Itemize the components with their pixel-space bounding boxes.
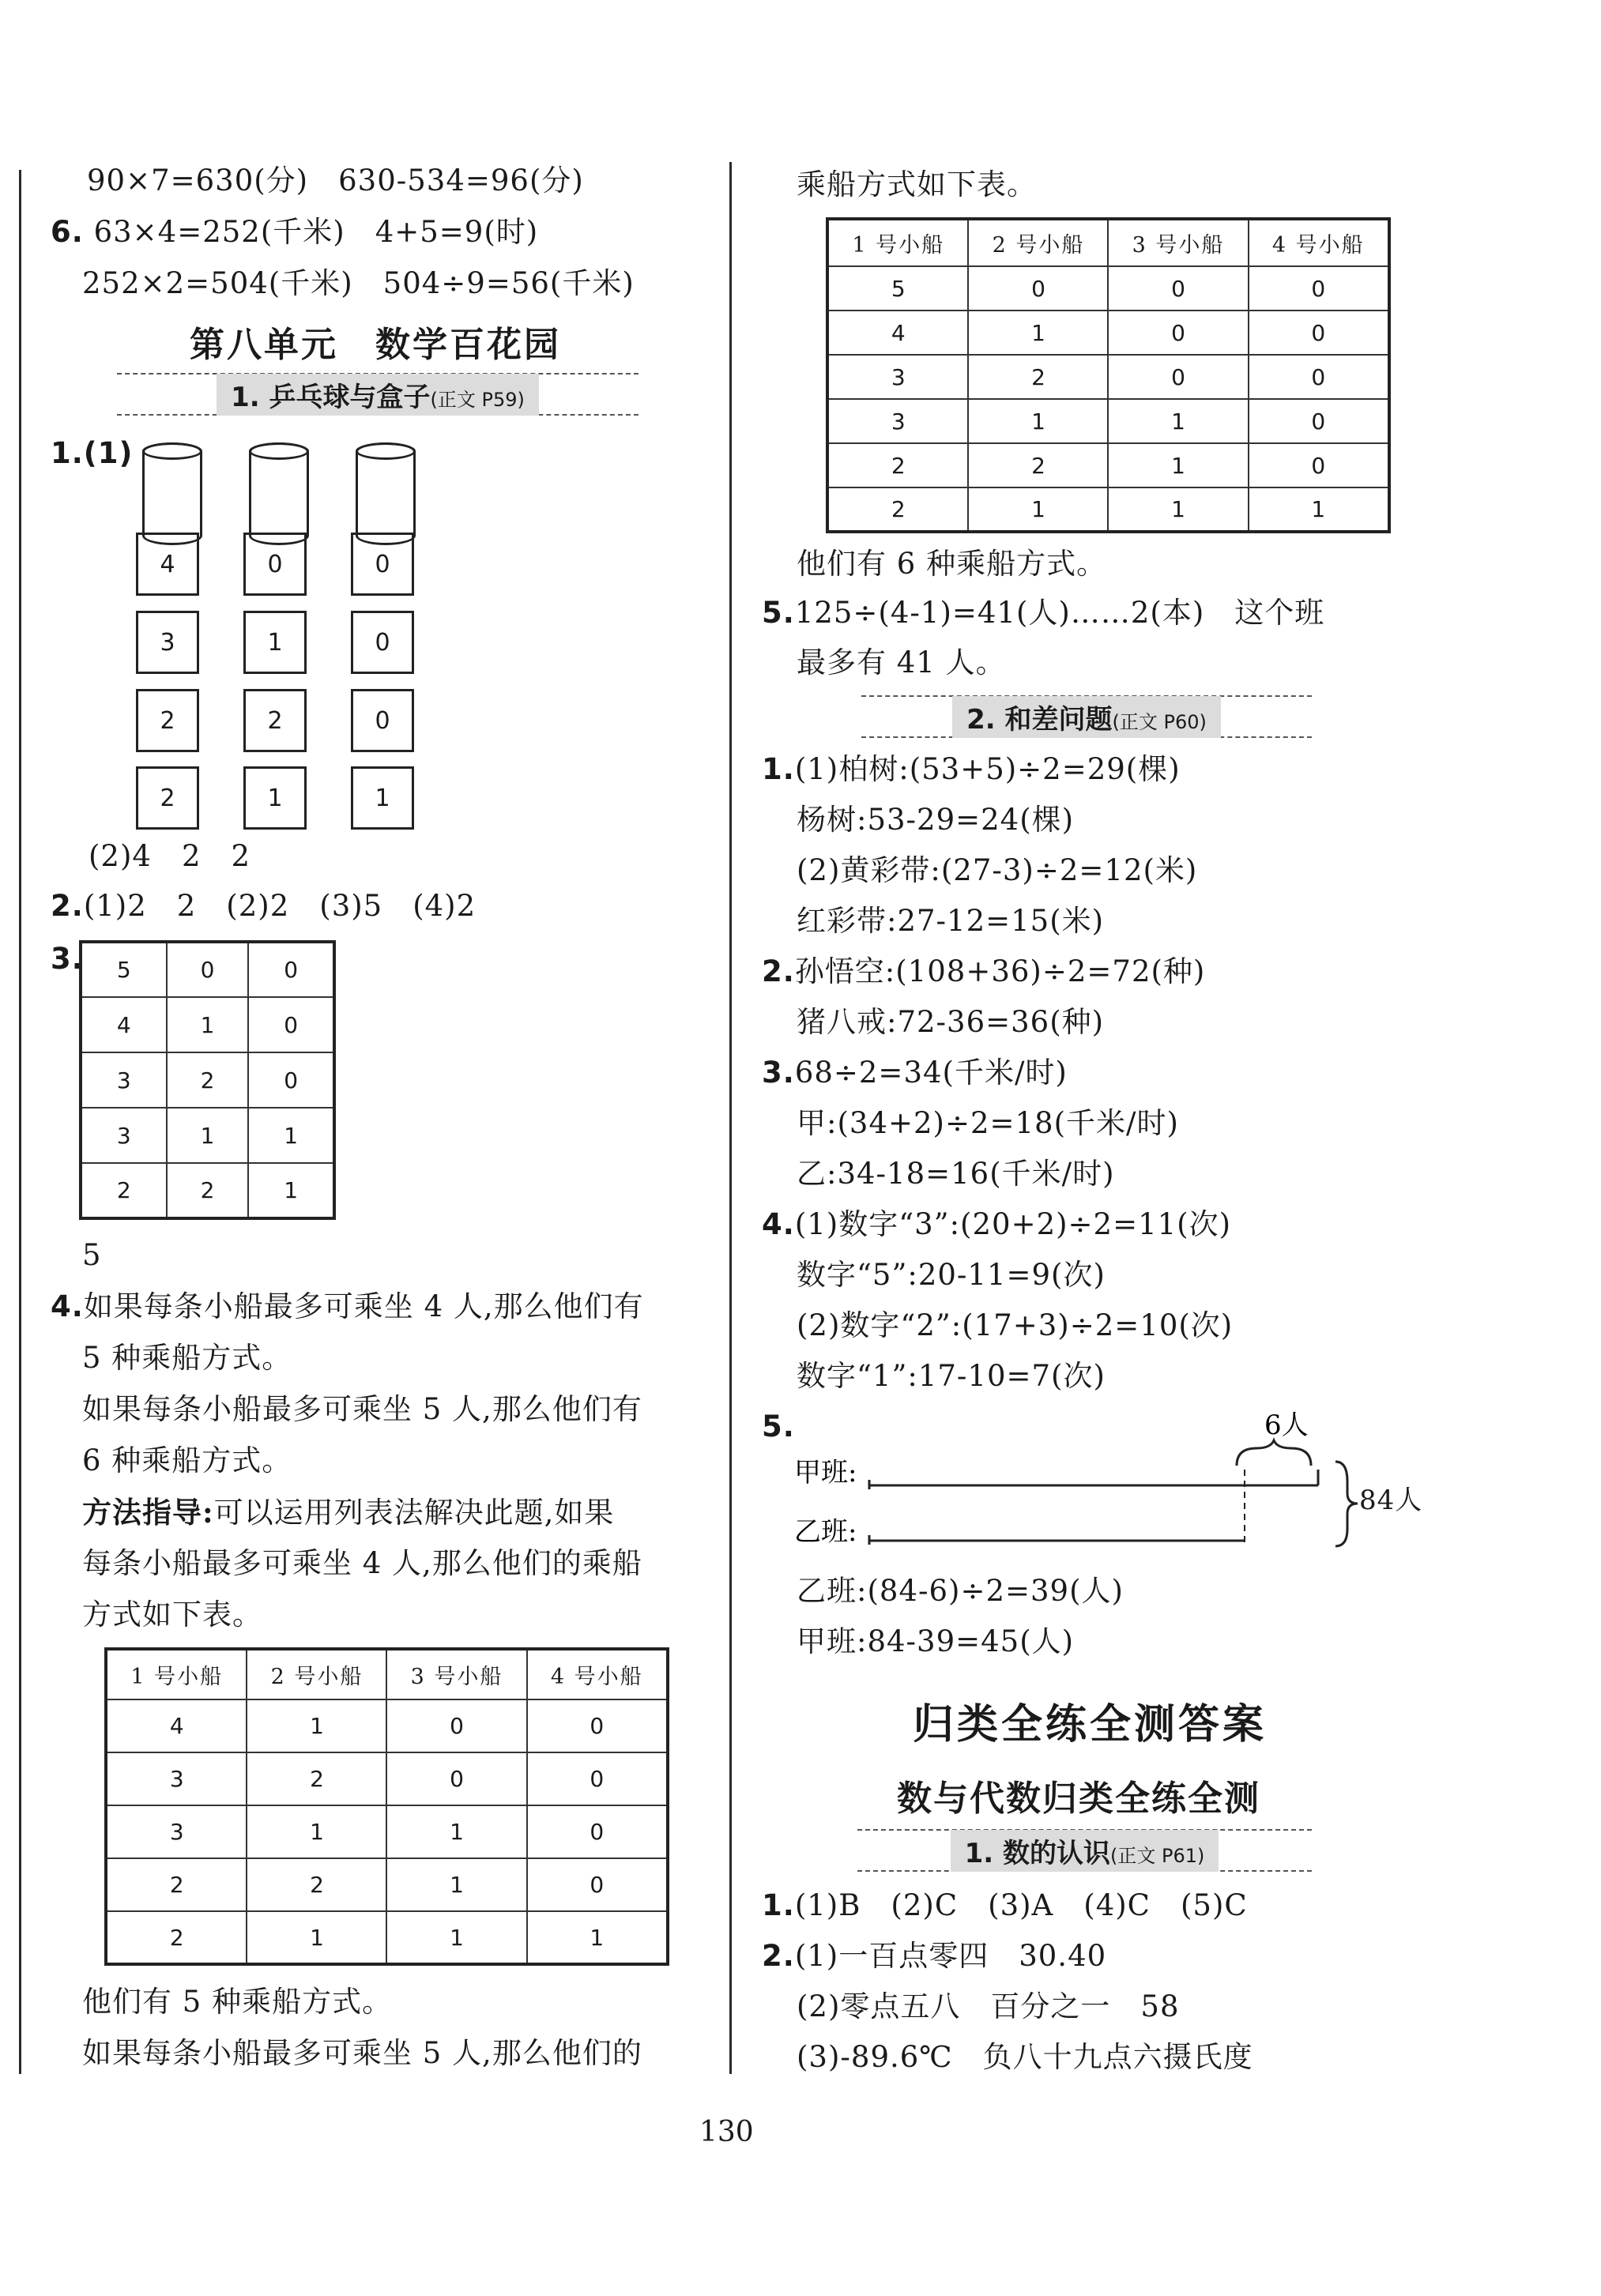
answer-text: 63×4=252(千米) 4+5=9(时) (93, 215, 539, 249)
answer-text: (1)B (2)C (3)A (4)C (5)C (794, 1888, 1248, 1922)
answer-text: (2)零点五八 百分之一 58 (797, 1989, 1180, 2023)
question-number: 2. (762, 954, 795, 988)
table-cell: 1 (247, 1699, 386, 1752)
question-number: 1. (762, 1888, 795, 1922)
diagram-class-jia: 甲班: (794, 1457, 857, 1489)
line-segment-diagram (790, 1402, 1359, 1560)
answer-text: 如果每条小船最多可乘坐 4 人,那么他们有 (83, 1289, 644, 1323)
table-cell: 0 (386, 1699, 526, 1752)
table-cell: 0 (1108, 266, 1248, 311)
table-cell: 0 (1249, 399, 1390, 443)
page-number: 130 (699, 2116, 754, 2148)
method-text: 方式如下表。 (82, 1598, 262, 1632)
table-cell: 0 (1249, 443, 1390, 487)
ball-box: 0 (243, 533, 307, 596)
answer-text: (1)柏树:(53+5)÷2=29(棵) (794, 752, 1181, 786)
table-cell: 2 (106, 1911, 247, 1964)
table-cell: 1 (1108, 487, 1248, 532)
answer-text: 5 (82, 1238, 102, 1272)
answer-text: (1)一百点零四 30.40 (794, 1939, 1107, 1973)
table-cell: 0 (527, 1699, 669, 1752)
table-header: 4 号小船 (1249, 219, 1390, 266)
table-cell: 1 (1108, 399, 1248, 443)
answer-text: (2)黄彩带:(27-3)÷2=12(米) (797, 853, 1198, 887)
table-cell: 0 (1249, 266, 1390, 311)
table-header: 2 号小船 (968, 219, 1108, 266)
answer-text: (2)4 2 2 (89, 839, 251, 873)
question-6 (51, 213, 538, 251)
table-cell: 0 (248, 997, 334, 1052)
answer-text: 最多有 41 人。 (797, 646, 1006, 679)
answer-text: 68÷2=34(千米/时) (794, 1056, 1068, 1090)
answer-text: 猪八戒:72-36=36(种) (797, 1005, 1105, 1039)
answer-text: (1)2 2 (2)2 (3)5 (4)2 (83, 889, 477, 923)
answer-text: 如果每条小船最多可乘坐 5 人,那么他们有 (82, 1392, 642, 1426)
answer-text: 杨树:53-29=24(棵) (797, 803, 1075, 837)
table-header: 1 号小船 (106, 1649, 247, 1699)
table-cell: 3 (81, 1108, 167, 1163)
table-cell: 2 (247, 1858, 386, 1911)
table-cell: 0 (1249, 311, 1390, 355)
table-cell: 0 (1108, 311, 1248, 355)
question-2 (51, 887, 476, 925)
table-cell: 2 (167, 1163, 249, 1218)
table-cell: 0 (248, 942, 334, 997)
table-cell: 0 (1249, 355, 1390, 399)
ball-box: 2 (136, 689, 199, 752)
table-cell: 5 (827, 266, 968, 311)
method-label: 方法指导: (82, 1495, 214, 1530)
answer-text: 甲:(34+2)÷2=18(千米/时) (797, 1106, 1179, 1140)
ball-box: 1 (351, 766, 414, 830)
question-number: 3. (51, 942, 84, 976)
table-header: 2 号小船 (247, 1649, 386, 1699)
method-guide (82, 1493, 614, 1532)
table-cell: 0 (386, 1752, 526, 1805)
answer-text: 甲班:84-39=45(人) (797, 1624, 1075, 1658)
section-header (117, 373, 639, 416)
table-cell: 1 (247, 1911, 386, 1964)
table-cell: 2 (968, 443, 1108, 487)
question-4 (51, 1288, 644, 1326)
table-cell: 0 (527, 1858, 669, 1911)
question-number: 5. (762, 1410, 795, 1443)
table-cell: 1 (248, 1163, 334, 1218)
question-number: 4. (762, 1207, 795, 1241)
answer-text: 数字“5”:20-11=9(次) (797, 1258, 1106, 1292)
section-ref: (正文 P59) (430, 388, 525, 411)
question-number: 3. (762, 1056, 795, 1090)
table-cell: 0 (167, 942, 249, 997)
answer-text: 6 种乘船方式。 (82, 1443, 292, 1477)
table-cell: 0 (527, 1805, 669, 1858)
table-cell: 4 (827, 311, 968, 355)
answer-text: 孙悟空:(108+36)÷2=72(种) (794, 954, 1206, 988)
distribution-table (79, 940, 336, 1220)
table-cell: 2 (167, 1052, 249, 1108)
ball-box: 4 (136, 533, 199, 596)
table-cell: 1 (167, 1108, 249, 1163)
table-cell: 3 (106, 1752, 247, 1805)
table-cell: 2 (247, 1752, 386, 1805)
numbers-answer-1 (762, 1887, 1248, 1925)
answer-text: (1)数字“3”:(20+2)÷2=11(次) (794, 1207, 1232, 1241)
answer-text: 乘船方式如下表。 (797, 167, 1037, 201)
chapter-title: 归类全练全测答案 (913, 1700, 1268, 1748)
table-cell: 1 (386, 1858, 526, 1911)
ball-box: 2 (136, 766, 199, 830)
question-1-label (51, 435, 133, 472)
question-number: 6. (51, 215, 84, 249)
table-cell: 3 (827, 355, 968, 399)
ball-box: 0 (351, 611, 414, 674)
table-header: 3 号小船 (1108, 219, 1248, 266)
section-ref: (正文 P61) (1110, 1844, 1205, 1867)
table-cell: 3 (827, 399, 968, 443)
table-cell: 1 (968, 399, 1108, 443)
table-cell: 3 (106, 1805, 247, 1858)
table-cell: 0 (527, 1752, 669, 1805)
answer-text: 他们有 6 种乘船方式。 (797, 547, 1107, 581)
answer-text: 125÷(4-1)=41(人)……2(本) 这个班 (794, 596, 1325, 630)
table-cell: 1 (248, 1108, 334, 1163)
ball-box: 0 (351, 689, 414, 752)
table-cell: 4 (81, 997, 167, 1052)
boat-table-5-people (826, 217, 1391, 533)
table-cell: 1 (968, 311, 1108, 355)
subchapter-title: 数与代数归类全练全测 (897, 1778, 1260, 1819)
table-cell: 2 (827, 443, 968, 487)
table-cell: 1 (527, 1911, 669, 1964)
table-cell: 0 (968, 266, 1108, 311)
table-cell: 3 (81, 1052, 167, 1108)
answer-text: (3)-89.6℃ 负八十九点六摄氏度 (797, 2040, 1253, 2074)
question-5 (762, 594, 1324, 632)
question-number: 2. (51, 889, 84, 923)
cylinder-can (356, 442, 416, 545)
table-cell: 5 (81, 942, 167, 997)
calc-line: 252×2=504(千米) 504÷9=56(千米) (82, 266, 635, 300)
table-cell: 2 (827, 487, 968, 532)
answer-text: (2)数字“2”:(17+3)÷2=10(次) (797, 1308, 1234, 1342)
section-ref: (正文 P60) (1112, 710, 1207, 733)
question-number: 2. (762, 1939, 795, 1973)
table-cell: 1 (1108, 443, 1248, 487)
table-header: 4 号小船 (527, 1649, 669, 1699)
boat-table-4-people (104, 1647, 669, 1966)
table-cell: 0 (248, 1052, 334, 1108)
table-cell: 1 (247, 1805, 386, 1858)
numbers-answer-2 (762, 1937, 1106, 1975)
answer-text: 他们有 5 种乘船方式。 (82, 1985, 393, 2019)
table-cell: 4 (106, 1699, 247, 1752)
table-cell: 1 (1249, 487, 1390, 532)
answer-text: 数字“1”:17-10=7(次) (797, 1359, 1106, 1393)
question-number: 4. (51, 1289, 84, 1323)
cylinder-can (249, 442, 309, 545)
section-title: 2. 和差问题 (966, 703, 1113, 736)
answer-3 (762, 1054, 1068, 1092)
top-brace-icon (1237, 1440, 1311, 1466)
answer-4 (762, 1206, 1231, 1244)
question-number: 1. (762, 752, 795, 786)
ball-box: 1 (243, 766, 307, 830)
calc-line: 90×7=630(分) 630-534=96(分) (87, 164, 584, 198)
cylinder-can (142, 442, 202, 545)
section-header (857, 1829, 1312, 1872)
table-header: 3 号小船 (386, 1649, 526, 1699)
table-header: 1 号小船 (827, 219, 968, 266)
answer-text: 5 种乘船方式。 (82, 1341, 292, 1375)
method-text: 每条小船最多可乘坐 4 人,那么他们的乘船 (82, 1546, 642, 1580)
table-cell: 1 (386, 1805, 526, 1858)
ball-box: 2 (243, 689, 307, 752)
method-text: 可以运用列表法解决此题,如果 (213, 1496, 615, 1530)
unit-title: 第八单元 数学百花园 (190, 325, 561, 365)
answer-2 (762, 953, 1205, 991)
ball-box: 3 (136, 611, 199, 674)
section-title: 1. 数的认识 (964, 1837, 1111, 1869)
answer-text: 乙班:(84-6)÷2=39(人) (797, 1574, 1124, 1608)
column-divider (729, 162, 732, 2074)
right-brace-icon (1335, 1462, 1358, 1546)
ball-box: 1 (243, 611, 307, 674)
diagram-class-yi: 乙班: (794, 1516, 857, 1548)
table-cell: 2 (106, 1858, 247, 1911)
section-header (861, 695, 1312, 738)
question-number: 5. (762, 596, 795, 630)
diagram-difference-label: 6人 (1264, 1410, 1309, 1441)
table-cell: 0 (1108, 355, 1248, 399)
diagram-total-label: 84人 (1359, 1485, 1423, 1516)
section-title: 1. 乒乓球与盒子 (231, 381, 431, 413)
answer-text: 乙:34-18=16(千米/时) (797, 1157, 1115, 1191)
table-cell: 1 (386, 1911, 526, 1964)
table-cell: 1 (167, 997, 249, 1052)
answer-text: 红彩带:27-12=15(米) (797, 904, 1105, 938)
ball-box: 0 (351, 533, 414, 596)
question-number: 1.(1) (51, 436, 134, 470)
answer-1 (762, 751, 1181, 789)
answer-text: 如果每条小船最多可乘坐 5 人,那么他们的 (82, 2036, 642, 2070)
table-cell: 1 (968, 487, 1108, 532)
table-cell: 2 (81, 1163, 167, 1218)
table-cell: 2 (968, 355, 1108, 399)
left-margin-rule (19, 170, 21, 2074)
